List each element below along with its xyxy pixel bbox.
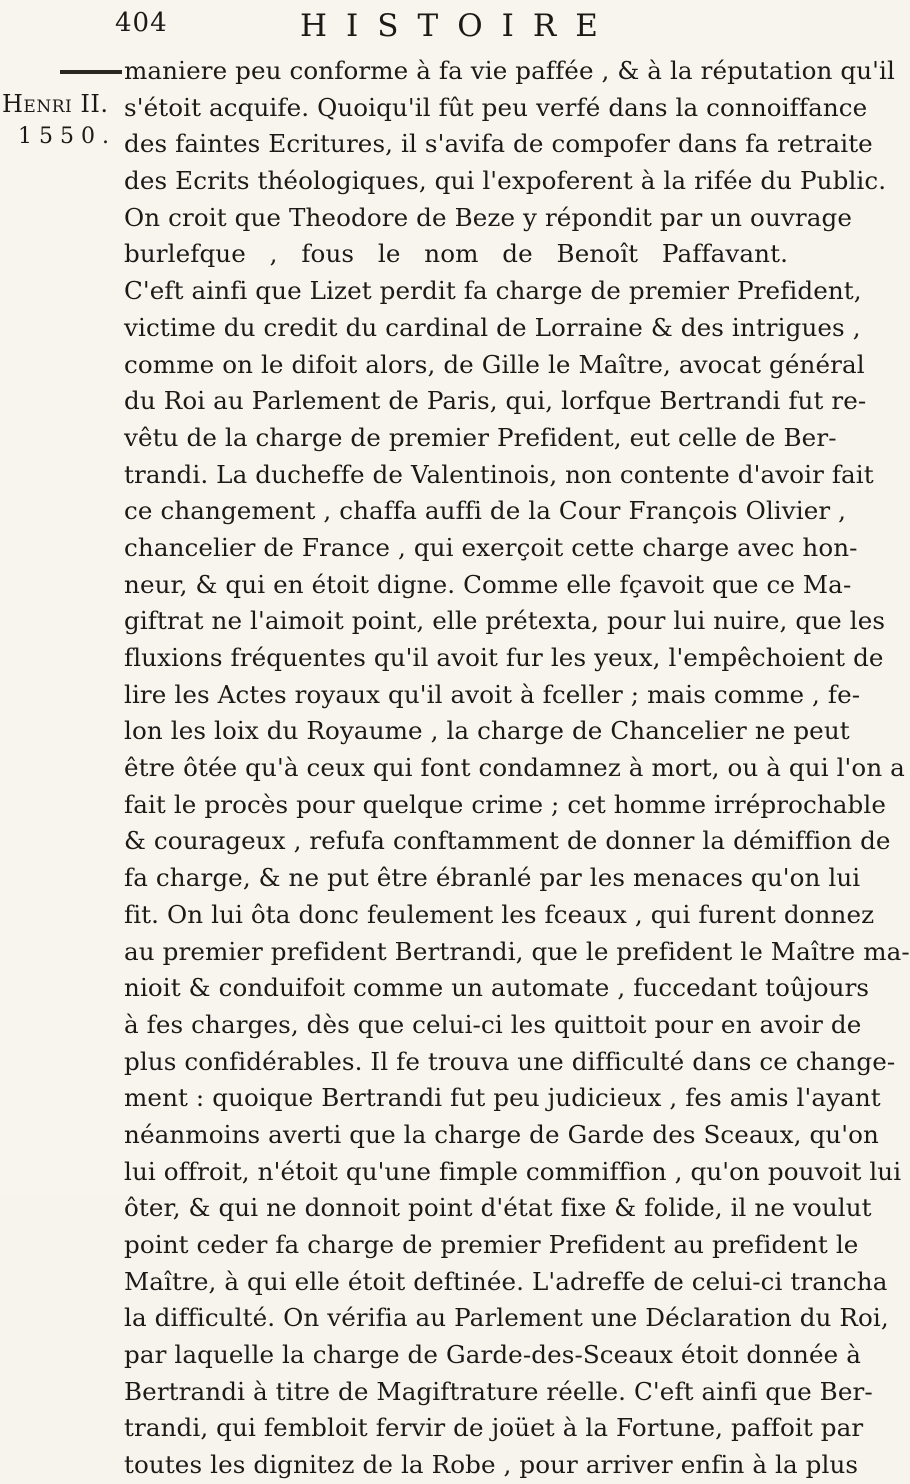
text-line: des Ecrits théologiques, qui l'expoferent à la rifée du Public. <box>124 166 887 196</box>
text-line: point ceder fa charge de premier Prefident au prefident le <box>124 1230 859 1259</box>
text-line: fit. On lui ôta donc feulement les fceaux , qui furent donnez <box>124 899 875 929</box>
text-line: trandi. La ducheffe de Valentinois, non contente d'avoir fait <box>124 459 874 489</box>
text-line: lire les Actes royaux qu'il avoit à fceller ; mais comme , fe- <box>124 679 861 709</box>
text-line: vêtu de la charge de premier Prefident, eut celle de Ber- <box>124 422 837 452</box>
text-line: à fes charges, dès que celui-ci les quittoit pour en avoir de <box>124 1009 862 1039</box>
text-line: lon les loix du Royaume , la charge de Chancelier ne peut <box>124 716 850 746</box>
text-line: la difficulté. On vérifia au Parlement une Déclaration du Roi, <box>124 1303 889 1333</box>
text-line: néanmoins averti que la charge de Garde des Sceaux, qu'on <box>124 1119 879 1149</box>
text-line: être ôtée qu'à ceux qui font condamnez à mort, ou à qui l'on a <box>124 753 905 783</box>
header-rule <box>60 70 122 74</box>
text-line: & courageux , refufa conftamment de donner la démiffion de <box>124 826 891 856</box>
text-line: par laquelle la charge de Garde-des-Sceaux étoit donnée à <box>124 1340 861 1370</box>
text-line: trandi, qui fembloit fervir de joüet à la Fortune, paffoit par <box>124 1413 864 1443</box>
text-line: Bertrandi à titre de Magiftrature réelle. C'eft ainfi que Ber- <box>124 1376 873 1406</box>
page-number: 404 <box>115 8 168 38</box>
text-line: ôter, & qui ne donnoit point d'état fixe & folide, il ne voulut <box>124 1193 872 1223</box>
text-line: fluxions fréquentes qu'il avoit fur les yeux, l'empêchoient de <box>124 643 884 672</box>
running-title: HISTOIRE <box>300 8 617 44</box>
text-line: victime du credit du cardinal de Lorraine & des intrigues , <box>124 312 861 342</box>
text-line: ce changement , chaffa auffi de la Cour François Olivier , <box>124 496 847 526</box>
text-line: C'eft ainfi que Lizet perdit fa charge de premier Prefident, <box>124 276 862 306</box>
text-line: comme on le difoit alors, de Gille le Maître, avocat général <box>124 349 865 379</box>
text-line: maniere peu conforme à fa vie paffée , & à la réputation qu'il <box>124 56 895 85</box>
text-line: des faintes Ecritures, il s'avifa de compofer dans fa retraite <box>124 129 873 159</box>
text-line: On croit que Theodore de Beze y répondit par un ouvrage <box>124 202 852 232</box>
text-line: Maître, à qui elle étoit deftinée. L'adreffe de celui-ci trancha <box>124 1266 888 1296</box>
text-line: giftrat ne l'aimoit point, elle prétexta, pour lui nuire, que les <box>124 606 886 636</box>
text-line: au premier prefident Bertrandi, que le prefident le Maître ma- <box>124 936 910 966</box>
text-line: s'étoit acquife. Quoiqu'il fût peu verfé dans la connoiffance <box>124 92 868 122</box>
text-line: du Roi au Parlement de Paris, qui, lorfque Bertrandi fut re- <box>124 386 867 416</box>
text-line: toutes les dignitez de la Robe , pour arriver enfin à la plus <box>124 1450 859 1480</box>
text-line: chancelier de France , qui exerçoit cette charge avec hon- <box>124 532 858 562</box>
text-line: fa charge, & ne put être ébranlé par les menaces qu'on lui <box>124 863 861 893</box>
text-line: lui offroit, n'étoit qu'une fimple commiffion , qu'on pouvoit lui <box>124 1156 902 1186</box>
margin-note-reign: Henri II. <box>2 90 109 118</box>
text-line: ment : quoique Bertrandi fut peu judicieux , fes amis l'ayant <box>124 1083 881 1113</box>
text-line: fait le procès pour quelque crime ; cet homme irréprochable <box>124 789 887 819</box>
text-line: burlefque , fous le nom de Benoît Paffavant. <box>124 239 788 269</box>
text-line: plus confidérables. Il fe trouva une difficulté dans ce change- <box>124 1046 896 1076</box>
margin-note-year: 1550. <box>18 124 116 149</box>
body-text <box>124 53 910 1484</box>
text-line: neur, & qui en étoit digne. Comme elle fçavoit que ce Ma- <box>124 569 852 599</box>
text-line: nioit & conduifoit comme un automate , fuccedant toûjours <box>124 973 870 1003</box>
